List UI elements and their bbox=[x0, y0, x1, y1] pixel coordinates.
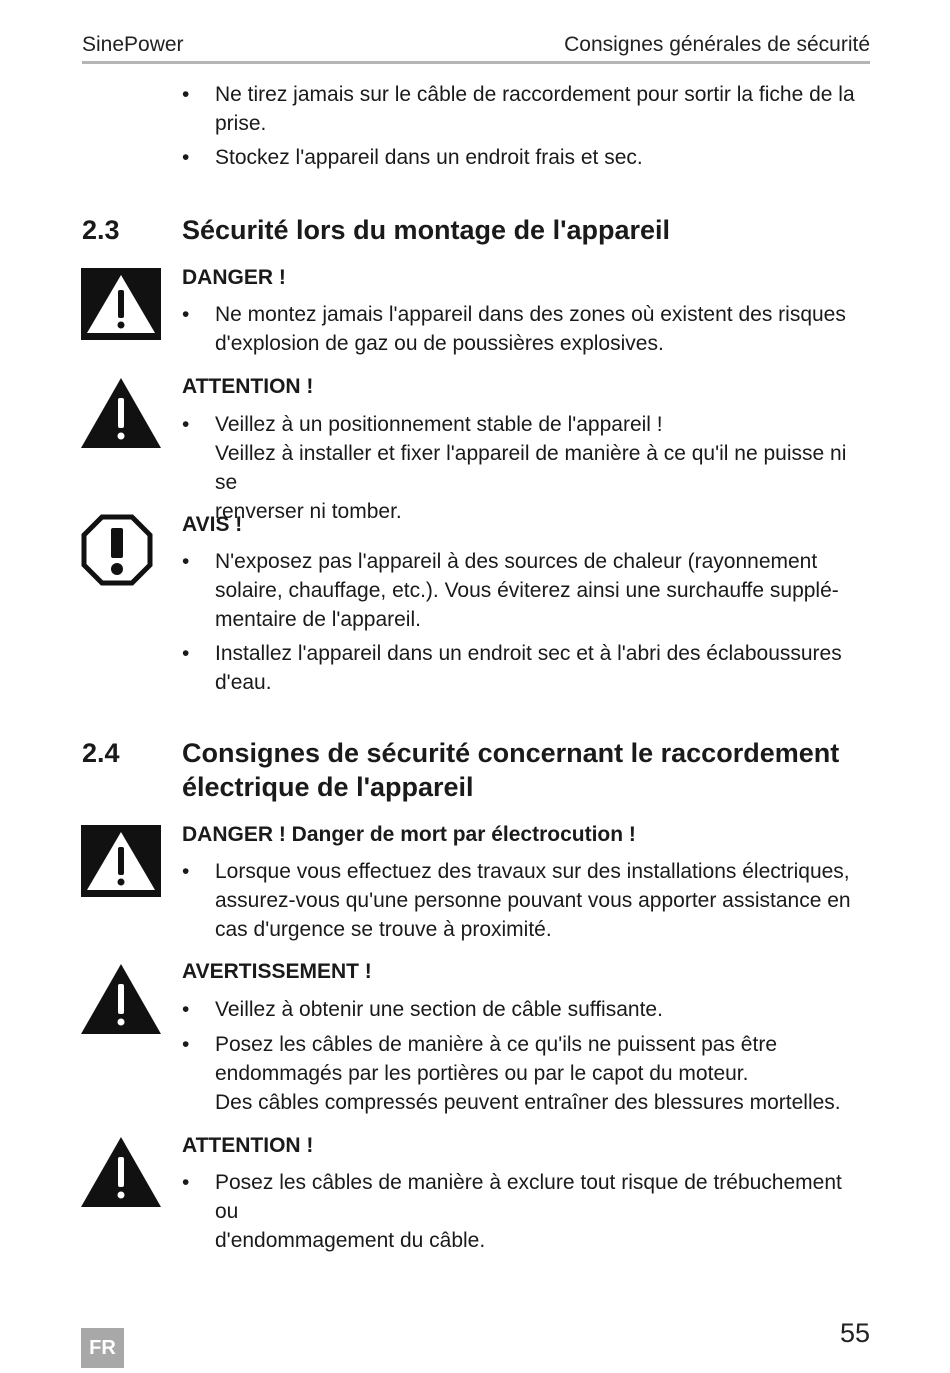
bullet-icon: • bbox=[182, 413, 190, 436]
signal-word: AVERTISSEMENT ! bbox=[182, 960, 372, 983]
language-badge: FR bbox=[81, 1328, 124, 1368]
section-number: 2.4 bbox=[82, 738, 120, 768]
attention-warning-icon bbox=[81, 1137, 161, 1207]
header-brand: SinePower bbox=[82, 33, 184, 56]
bullet-icon: • bbox=[182, 1033, 190, 1056]
attention-warning-icon bbox=[81, 378, 161, 448]
signal-word: DANGER ! bbox=[182, 266, 286, 289]
bullet-icon: • bbox=[182, 1171, 190, 1194]
bullet-icon: • bbox=[182, 550, 190, 573]
bullet-icon: • bbox=[182, 83, 190, 106]
signal-word: ATTENTION ! bbox=[182, 375, 314, 398]
signal-word: DANGER ! Danger de mort par électrocution ! bbox=[182, 823, 636, 846]
danger-warning-icon bbox=[81, 825, 161, 897]
signal-word: ATTENTION ! bbox=[182, 1134, 314, 1157]
danger-warning-icon bbox=[81, 268, 161, 340]
warning-triangle-icon bbox=[81, 964, 161, 1034]
page-number: 55 bbox=[839, 1318, 870, 1348]
bullet-icon: • bbox=[182, 146, 190, 169]
section-number: 2.3 bbox=[82, 215, 120, 245]
header-divider bbox=[82, 61, 870, 64]
section-title: Sécurité lors du montage de l'appareil bbox=[182, 215, 671, 245]
notice-octagon-icon bbox=[81, 514, 153, 586]
signal-word: AVIS ! bbox=[182, 513, 243, 536]
section-title: Consignes de sécurité concernant le raccordement électrique de l'appareil bbox=[182, 738, 840, 802]
bullet-icon: • bbox=[182, 303, 190, 326]
page-header bbox=[82, 30, 870, 60]
bullet-icon: • bbox=[182, 642, 190, 665]
bullet-icon: • bbox=[182, 860, 190, 883]
bullet-icon: • bbox=[182, 998, 190, 1021]
header-chapter: Consignes générales de sécurité bbox=[564, 33, 870, 56]
